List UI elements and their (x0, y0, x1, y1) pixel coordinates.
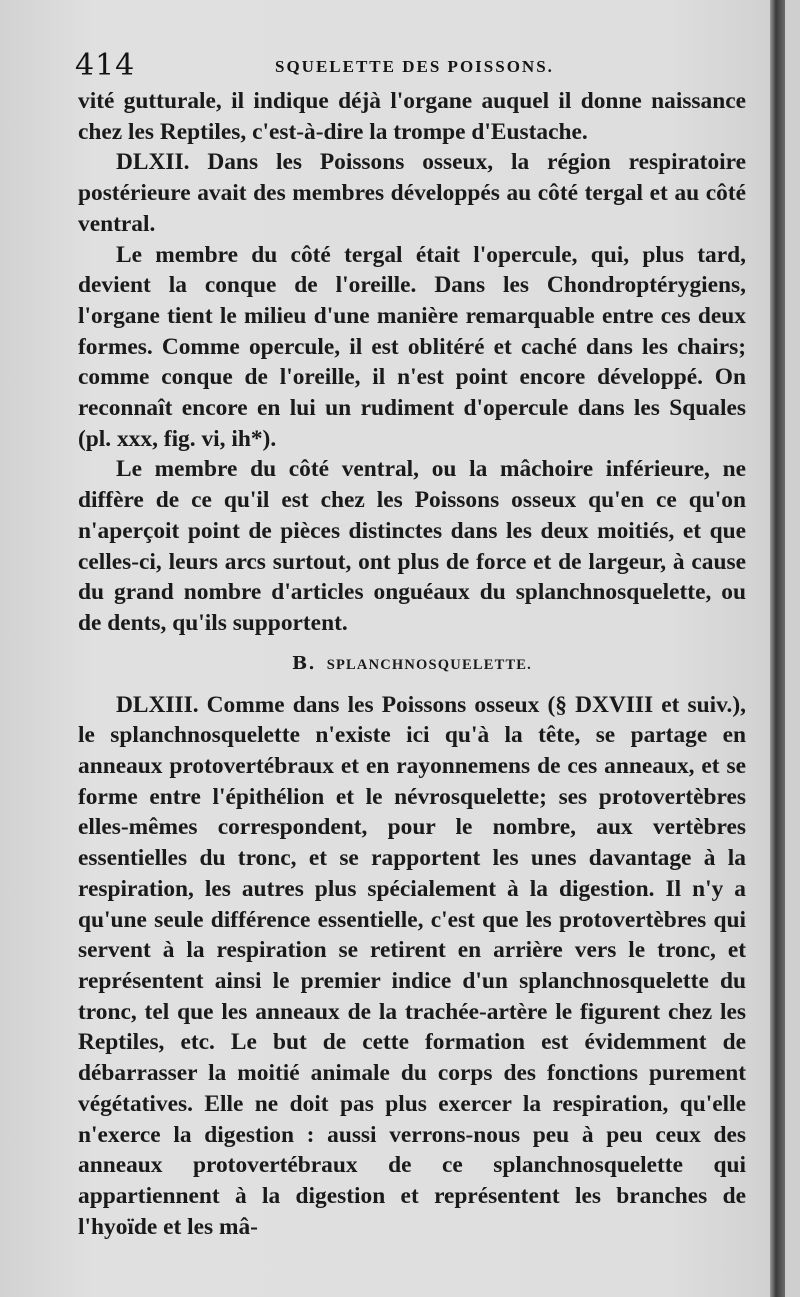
running-head (75, 48, 765, 88)
paragraph-3: Le membre du côté tergal était l'opercule, qui, plus tard, devient la conque de l'oreille. Dans les Chondroptérygiens, l'organe tient le milieu d'une manière remarquable entre ces deux formes. Comme opercule, il est oblitéré et caché dans les chairs; comme conque de l'oreille, il n'est point encore développé. On reconnaît encore en lui un rudiment d'opercule dans les Squales (pl. xxx, fig. vi, ih*). (78, 241, 746, 452)
running-title: SQUELETTE DES POISSONS. (275, 57, 554, 76)
page-edge-shadow (770, 0, 785, 1297)
section-title: SPLANCHNOSQUELETTE. (326, 656, 533, 673)
body-text (78, 86, 746, 1242)
paragraph-2: DLXII. Dans les Poissons osseux, la région respiratoire postérieure avait des membres développés au côté tergal et au côté ventral. (78, 149, 746, 237)
section-letter: B. (291, 652, 316, 674)
paragraph-5: DLXIII. Comme dans les Poissons osseux (§ DXVIII et suiv.), le splanchnosquelette n'existe ici qu'à la tête, se partage en anneaux protovertébraux et en rayonnemens de ces anneaux, et se forme entre l'épithélion et le névrosquelette; ses protovertèbres elles-mêmes correspondent, pour le nombre, aux vertèbres essentielles du tronc, et se rapportent les unes davantage à la respiration, les autres plus spécialement à la digestion. Il n'y a qu'une seule différence essentielle, c'est que les protovertèbres qui servent à la respiration se retirent en arrière vers le tronc, et représentent ainsi le premier indice d'un splanchnosquelette du tronc, tel que les anneaux de la trachée-artère le figurent chez les Reptiles, etc. Le but de cette formation est évidemment de débarrasser la moitié animale du corps des fonctions purement végétatives. Elle ne doit pas plus exercer la respiration, qu'elle n'exerce la digestion : aussi verrons-nous peu à peu ceux des anneaux protovertébraux de ce splanchnosquelette qui appartiennent à la digestion et représentent les branches de l'hyoïde et les mâ- (78, 691, 746, 1240)
page-number: 414 (75, 48, 136, 83)
section-heading (78, 653, 746, 676)
paragraph-1: vité gutturale, il indique déjà l'organe auquel il donne naissance chez les Reptiles, c'est-à-dire la trompe d'Eustache. (78, 88, 746, 145)
paragraph-4: Le membre du côté ventral, ou la mâchoire inférieure, ne diffère de ce qu'il est chez les Poissons osseux qu'en ce qu'on n'aperçoit point de pièces distinctes dans les deux moitiés, et que celles-ci, leurs arcs surtout, ont plus de force et de largeur, à cause du grand nombre d'articles onguéaux du splanchnosquelette, ou de dents, qu'ils supportent. (78, 456, 746, 636)
